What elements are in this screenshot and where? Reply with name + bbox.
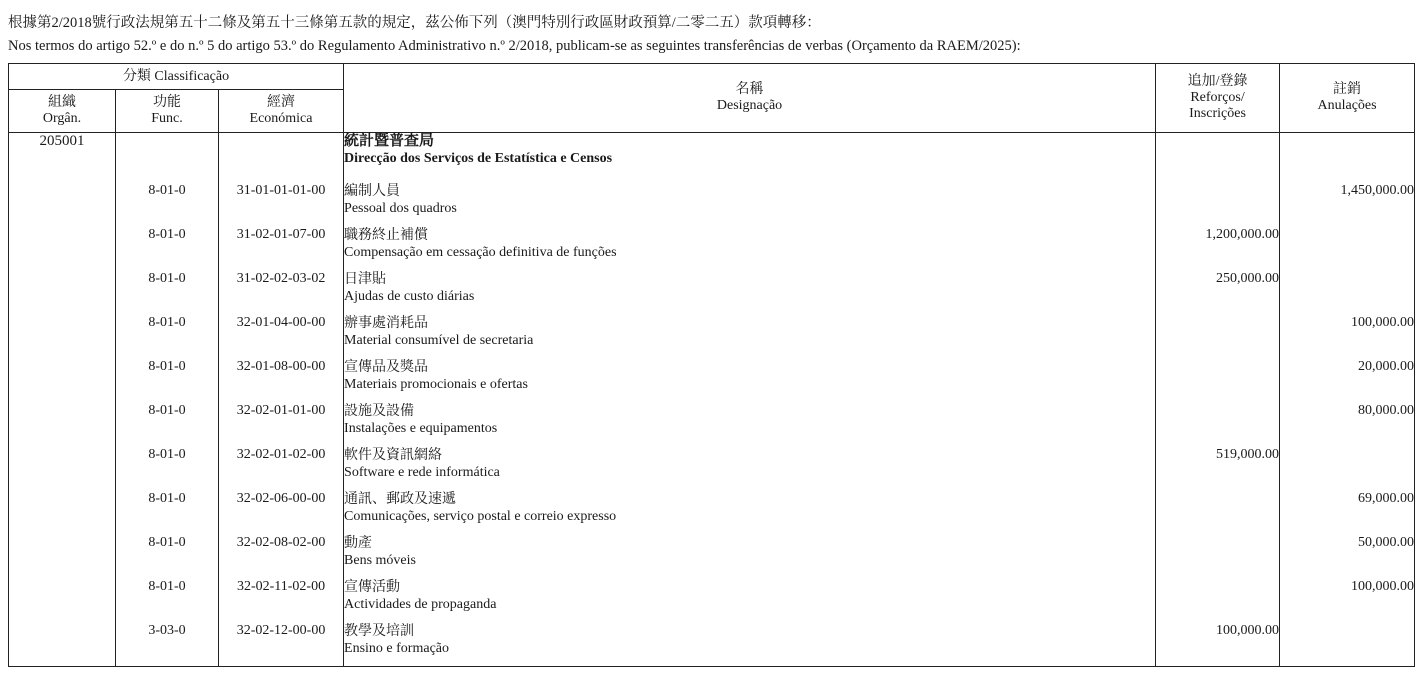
designation-cell bbox=[344, 315, 1156, 359]
table-body bbox=[9, 133, 1415, 667]
reinforcement-amount bbox=[1156, 403, 1280, 447]
reinforcement-amount bbox=[1156, 491, 1280, 535]
organ-cell bbox=[9, 447, 116, 491]
econ-code: 32-01-08-00-00 bbox=[219, 359, 344, 403]
econ-code: 32-02-01-01-00 bbox=[219, 403, 344, 447]
func-code: 8-01-0 bbox=[116, 183, 219, 227]
func-code: 8-01-0 bbox=[116, 579, 219, 623]
annulment-amount bbox=[1280, 227, 1415, 271]
designation-zh: 編制人員 bbox=[344, 183, 401, 199]
func-code: 8-01-0 bbox=[116, 447, 219, 491]
reinforcement-amount: 100,000.00 bbox=[1156, 623, 1280, 667]
header-designation-pt: Designação bbox=[716, 98, 783, 113]
organ-cell bbox=[9, 227, 116, 271]
table-row bbox=[9, 623, 1415, 667]
econ-code: 32-02-08-02-00 bbox=[219, 535, 344, 579]
header-organ-pt: Orgân. bbox=[42, 111, 82, 126]
organ-func-cell bbox=[116, 133, 219, 183]
budget-transfer-table bbox=[8, 63, 1415, 667]
header-designation bbox=[344, 64, 1156, 133]
designation-zh: 設施及設備 bbox=[344, 403, 415, 419]
designation-cell bbox=[344, 271, 1156, 315]
func-code: 3-03-0 bbox=[116, 623, 219, 667]
organ-cell bbox=[9, 491, 116, 535]
func-code: 8-01-0 bbox=[116, 403, 219, 447]
designation-pt: Material consumível de secretaria bbox=[344, 332, 534, 348]
header-annulments bbox=[1280, 64, 1415, 133]
table-row bbox=[9, 491, 1415, 535]
organ-annulment-cell bbox=[1280, 133, 1415, 183]
table-header bbox=[9, 64, 1415, 133]
header-econ-pt: Económica bbox=[249, 111, 313, 126]
econ-code: 31-02-02-03-02 bbox=[219, 271, 344, 315]
header-organ-zh: 組織 bbox=[48, 95, 76, 110]
header-annulments-zh: 註銷 bbox=[1333, 82, 1362, 97]
func-code: 8-01-0 bbox=[116, 359, 219, 403]
organ-designation bbox=[344, 133, 1156, 183]
designation-zh: 職務終止補償 bbox=[344, 227, 429, 243]
func-code: 8-01-0 bbox=[116, 315, 219, 359]
designation-zh: 軟件及資訊網絡 bbox=[344, 447, 443, 463]
annulment-amount: 50,000.00 bbox=[1280, 535, 1415, 579]
reinforcement-amount: 250,000.00 bbox=[1156, 271, 1280, 315]
designation-zh: 辦事處消耗品 bbox=[344, 315, 429, 331]
organ-cell bbox=[9, 359, 116, 403]
organ-cell bbox=[9, 315, 116, 359]
econ-code: 31-01-01-01-00 bbox=[219, 183, 344, 227]
designation-cell bbox=[344, 183, 1156, 227]
organ-cell bbox=[9, 535, 116, 579]
annulment-amount bbox=[1280, 623, 1415, 667]
designation-zh: 日津貼 bbox=[344, 271, 387, 287]
designation-pt: Pessoal dos quadros bbox=[344, 200, 457, 216]
table-row bbox=[9, 183, 1415, 227]
header-organ bbox=[9, 90, 116, 133]
designation-cell bbox=[344, 227, 1156, 271]
header-func-zh: 功能 bbox=[153, 95, 181, 110]
reinforcement-amount bbox=[1156, 579, 1280, 623]
designation-cell bbox=[344, 491, 1156, 535]
econ-code: 32-01-04-00-00 bbox=[219, 315, 344, 359]
func-code: 8-01-0 bbox=[116, 227, 219, 271]
func-code: 8-01-0 bbox=[116, 491, 219, 535]
organ-cell bbox=[9, 579, 116, 623]
designation-pt: Compensação em cessação definitiva de funções bbox=[344, 244, 617, 260]
designation-zh: 宣傳品及獎品 bbox=[344, 359, 429, 375]
designation-cell bbox=[344, 623, 1156, 667]
designation-pt: Actividades de propaganda bbox=[344, 596, 497, 612]
designation-cell bbox=[344, 535, 1156, 579]
designation-pt: Instalações e equipamentos bbox=[344, 420, 498, 436]
reinforcement-amount bbox=[1156, 359, 1280, 403]
reinforcement-amount: 1,200,000.00 bbox=[1156, 227, 1280, 271]
designation-pt: Software e rede informática bbox=[344, 464, 500, 480]
annulment-amount bbox=[1280, 447, 1415, 491]
organ-row bbox=[9, 133, 1415, 183]
designation-zh: 教學及培訓 bbox=[344, 623, 415, 639]
func-code: 8-01-0 bbox=[116, 271, 219, 315]
designation-cell bbox=[344, 447, 1156, 491]
organ-reinforcement-cell bbox=[1156, 133, 1280, 183]
table-row bbox=[9, 227, 1415, 271]
designation-pt: Materiais promocionais e ofertas bbox=[344, 376, 528, 392]
table-row bbox=[9, 271, 1415, 315]
table-row bbox=[9, 315, 1415, 359]
econ-code: 32-02-06-00-00 bbox=[219, 491, 344, 535]
table-row bbox=[9, 403, 1415, 447]
designation-zh: 通訊、郵政及速遞 bbox=[344, 491, 457, 507]
econ-code: 32-02-01-02-00 bbox=[219, 447, 344, 491]
designation-pt: Bens móveis bbox=[344, 552, 416, 568]
designation-cell bbox=[344, 359, 1156, 403]
designation-zh: 宣傳活動 bbox=[344, 579, 401, 595]
econ-code: 32-02-12-00-00 bbox=[219, 623, 344, 667]
header-classification: 分類 Classificação bbox=[9, 64, 344, 90]
table-row bbox=[9, 535, 1415, 579]
reinforcement-amount bbox=[1156, 183, 1280, 227]
designation-pt: Comunicações, serviço postal e correio expresso bbox=[344, 508, 617, 524]
reinforcement-amount: 519,000.00 bbox=[1156, 447, 1280, 491]
intro-text-pt: Nos termos do artigo 52.º e do n.º 5 do artigo 53.º do Regulamento Administrativo n.º 2/2018, publicam-se as seguintes transferências de verbas (Orçamento da RAEM/2025): bbox=[8, 38, 1021, 54]
header-econ-zh: 經濟 bbox=[267, 95, 296, 110]
header-reinforcements-pt2: Inscrições bbox=[1189, 106, 1246, 121]
econ-code: 32-02-11-02-00 bbox=[219, 579, 344, 623]
reinforcement-amount bbox=[1156, 315, 1280, 359]
annulment-amount: 69,000.00 bbox=[1280, 491, 1415, 535]
annulment-amount: 80,000.00 bbox=[1280, 403, 1415, 447]
header-reinforcements-pt1: Reforços/ bbox=[1190, 90, 1245, 105]
designation-zh: 動產 bbox=[344, 535, 373, 551]
annulment-amount: 1,450,000.00 bbox=[1280, 183, 1415, 227]
header-reinforcements bbox=[1156, 64, 1280, 133]
organ-cell bbox=[9, 271, 116, 315]
designation-pt: Ajudas de custo diárias bbox=[344, 288, 475, 304]
organ-name-pt: Direcção dos Serviços de Estatística e Censos bbox=[344, 151, 613, 166]
annulment-amount: 20,000.00 bbox=[1280, 359, 1415, 403]
designation-cell bbox=[344, 403, 1156, 447]
organ-cell bbox=[9, 623, 116, 667]
organ-cell bbox=[9, 183, 116, 227]
header-func bbox=[116, 90, 219, 133]
table-row bbox=[9, 579, 1415, 623]
func-code: 8-01-0 bbox=[116, 535, 219, 579]
organ-code: 205001 bbox=[9, 133, 116, 183]
econ-code: 31-02-01-07-00 bbox=[219, 227, 344, 271]
header-annulments-pt: Anulações bbox=[1317, 98, 1377, 113]
annulment-amount bbox=[1280, 271, 1415, 315]
organ-econ-cell bbox=[219, 133, 344, 183]
organ-cell bbox=[9, 403, 116, 447]
intro-text-zh: 根據第2/2018號行政法規第五十二條及第五十三條第五款的規定，茲公佈下列（澳門特別行政區財政預算/二零二五）款項轉移： bbox=[8, 15, 821, 31]
designation-pt: Ensino e formação bbox=[344, 640, 449, 656]
table-row bbox=[9, 359, 1415, 403]
annulment-amount: 100,000.00 bbox=[1280, 579, 1415, 623]
designation-cell bbox=[344, 579, 1156, 623]
header-econ bbox=[219, 90, 344, 133]
reinforcement-amount bbox=[1156, 535, 1280, 579]
annulment-amount: 100,000.00 bbox=[1280, 315, 1415, 359]
organ-name-zh: 統計暨普查局 bbox=[344, 133, 435, 149]
table-row bbox=[9, 447, 1415, 491]
header-func-pt: Func. bbox=[151, 111, 183, 126]
header-designation-zh: 名稱 bbox=[735, 82, 764, 97]
header-reinforcements-zh: 追加/登錄 bbox=[1187, 74, 1248, 89]
